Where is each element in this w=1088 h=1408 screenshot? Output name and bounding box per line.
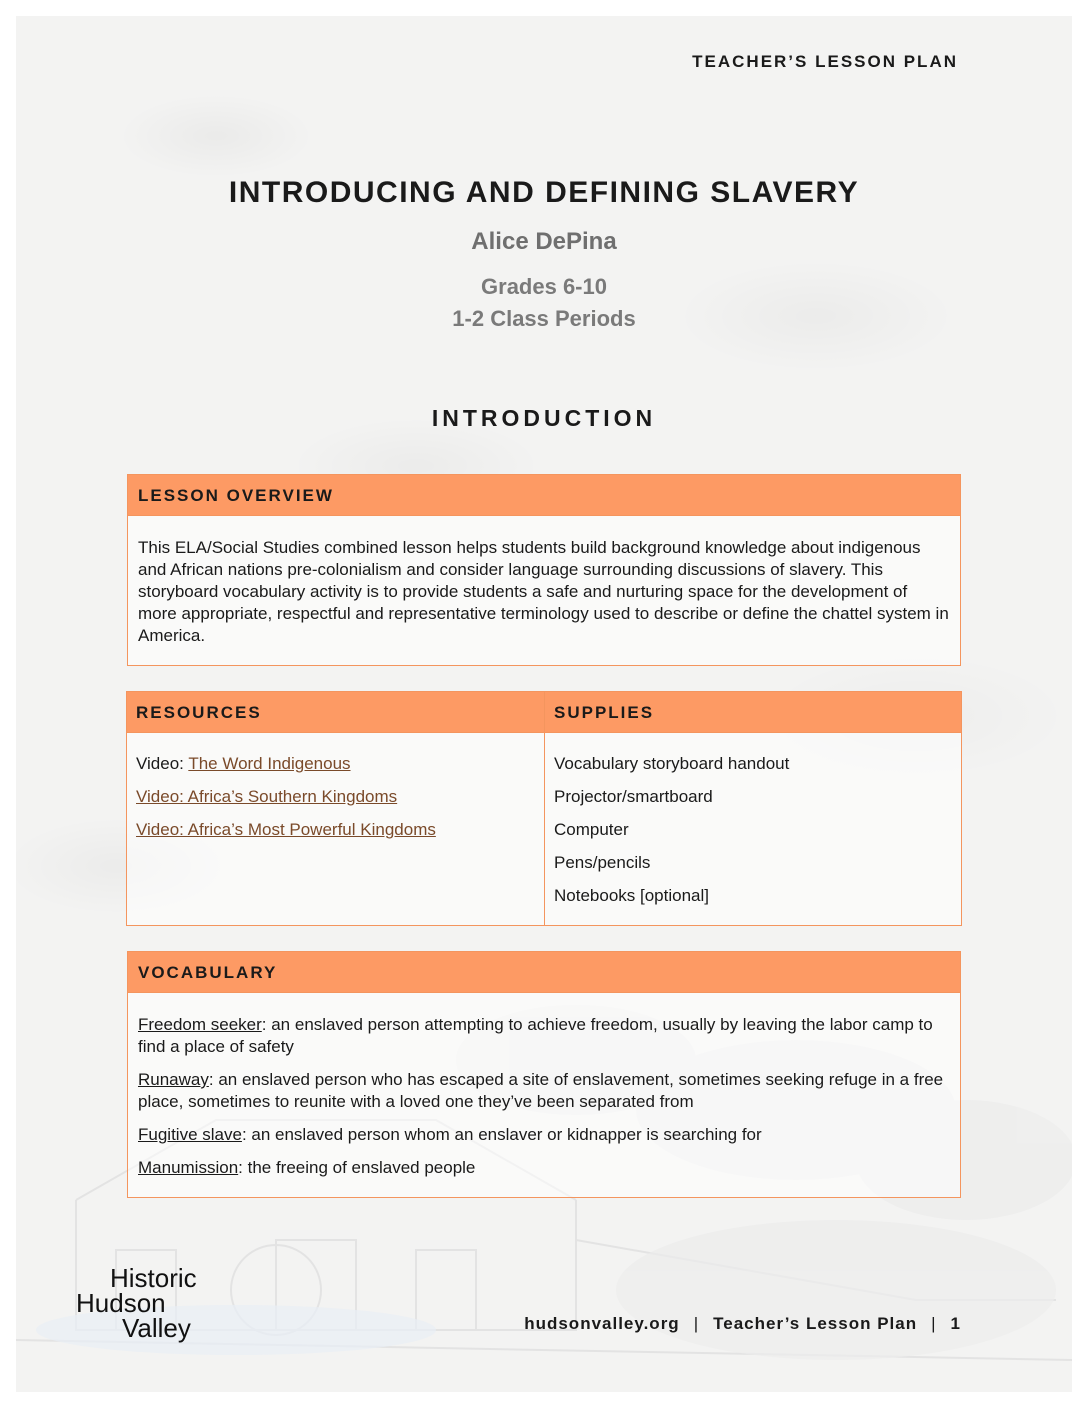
- grade-level: Grades 6-10: [481, 274, 607, 299]
- footer-doc-title: Teacher’s Lesson Plan: [713, 1314, 918, 1333]
- vocabulary-definition: : the freeing of enslaved people: [238, 1158, 476, 1177]
- resource-item: [136, 753, 436, 786]
- resource-link-southern-kingdoms[interactable]: Video: Africa’s Southern Kingdoms: [136, 787, 398, 806]
- logo-line: Hudson: [76, 1288, 166, 1318]
- vocabulary-term: Freedom seeker: [138, 1015, 262, 1034]
- supply-item: Vocabulary storyboard handout: [554, 754, 790, 773]
- resource-link-word-indigenous[interactable]: The Word Indigenous: [188, 754, 351, 773]
- resources-heading: RESOURCES: [136, 703, 262, 722]
- vocabulary-term: Fugitive slave: [138, 1125, 242, 1144]
- vocabulary-item: [138, 1014, 950, 1058]
- document-type-label: TEACHER’S LESSON PLAN: [692, 52, 958, 71]
- page-title: INTRODUCING AND DEFINING SLAVERY: [228, 176, 860, 209]
- vocabulary-term: Runaway: [138, 1070, 209, 1089]
- lesson-overview-heading: LESSON OVERVIEW: [128, 475, 960, 516]
- vocabulary-term: Manumission: [138, 1158, 239, 1177]
- lesson-overview-text: This ELA/Social Studies combined lesson helps students build background knowledge about indigenous and African nations pre-colonialism and consider language surrounding discussions of slavery. This storyboard vocabulary activity is to provide students a safe and nurturing space for the development of more appropriate, respectful and representative terminology used to describe or define the chattel system in America.: [138, 538, 949, 645]
- section-title: INTRODUCTION: [431, 405, 657, 431]
- author-name: Alice DePina: [471, 228, 617, 255]
- vocabulary-item: [138, 1124, 950, 1146]
- vocabulary-heading: VOCABULARY: [128, 952, 960, 993]
- vocabulary-item: [138, 1069, 950, 1113]
- lesson-overview-box: [127, 474, 961, 666]
- class-periods: 1-2 Class Periods: [452, 306, 636, 331]
- supplies-heading: SUPPLIES: [554, 703, 655, 722]
- resource-link-powerful-kingdoms[interactable]: Video: Africa’s Most Powerful Kingdoms: [136, 820, 436, 839]
- page-footer: [524, 1314, 961, 1334]
- footer-separator: |: [931, 1314, 937, 1333]
- page-number: 1: [950, 1314, 961, 1333]
- resource-prefix: Video:: [136, 754, 189, 773]
- logo-line: Historic: [110, 1263, 197, 1293]
- footer-separator: |: [693, 1314, 700, 1333]
- vocabulary-definition: : an enslaved person attempting to achieve freedom, usually by leaving the labor camp to find a place of safety: [138, 1015, 933, 1056]
- historic-hudson-valley-logo: [76, 1263, 197, 1343]
- supply-item: Notebooks [optional]: [554, 886, 709, 905]
- footer-site: hudsonvalley.org: [524, 1314, 680, 1333]
- vocabulary-box: [127, 951, 961, 1198]
- supply-item: Pens/pencils: [554, 853, 651, 872]
- supply-item: Computer: [554, 820, 629, 839]
- vocabulary-item: [138, 1157, 950, 1179]
- logo-line: Valley: [122, 1313, 191, 1343]
- vocabulary-definition: : an enslaved person whom an enslaver or kidnapper is searching for: [241, 1125, 762, 1144]
- supply-item: Projector/smartboard: [554, 787, 713, 806]
- resources-supplies-table: [126, 691, 962, 926]
- vocabulary-definition: : an enslaved person who has escaped a site of enslavement, sometimes seeking refuge in a free place, sometimes to reunite with a loved one they’ve been separated from: [138, 1070, 944, 1111]
